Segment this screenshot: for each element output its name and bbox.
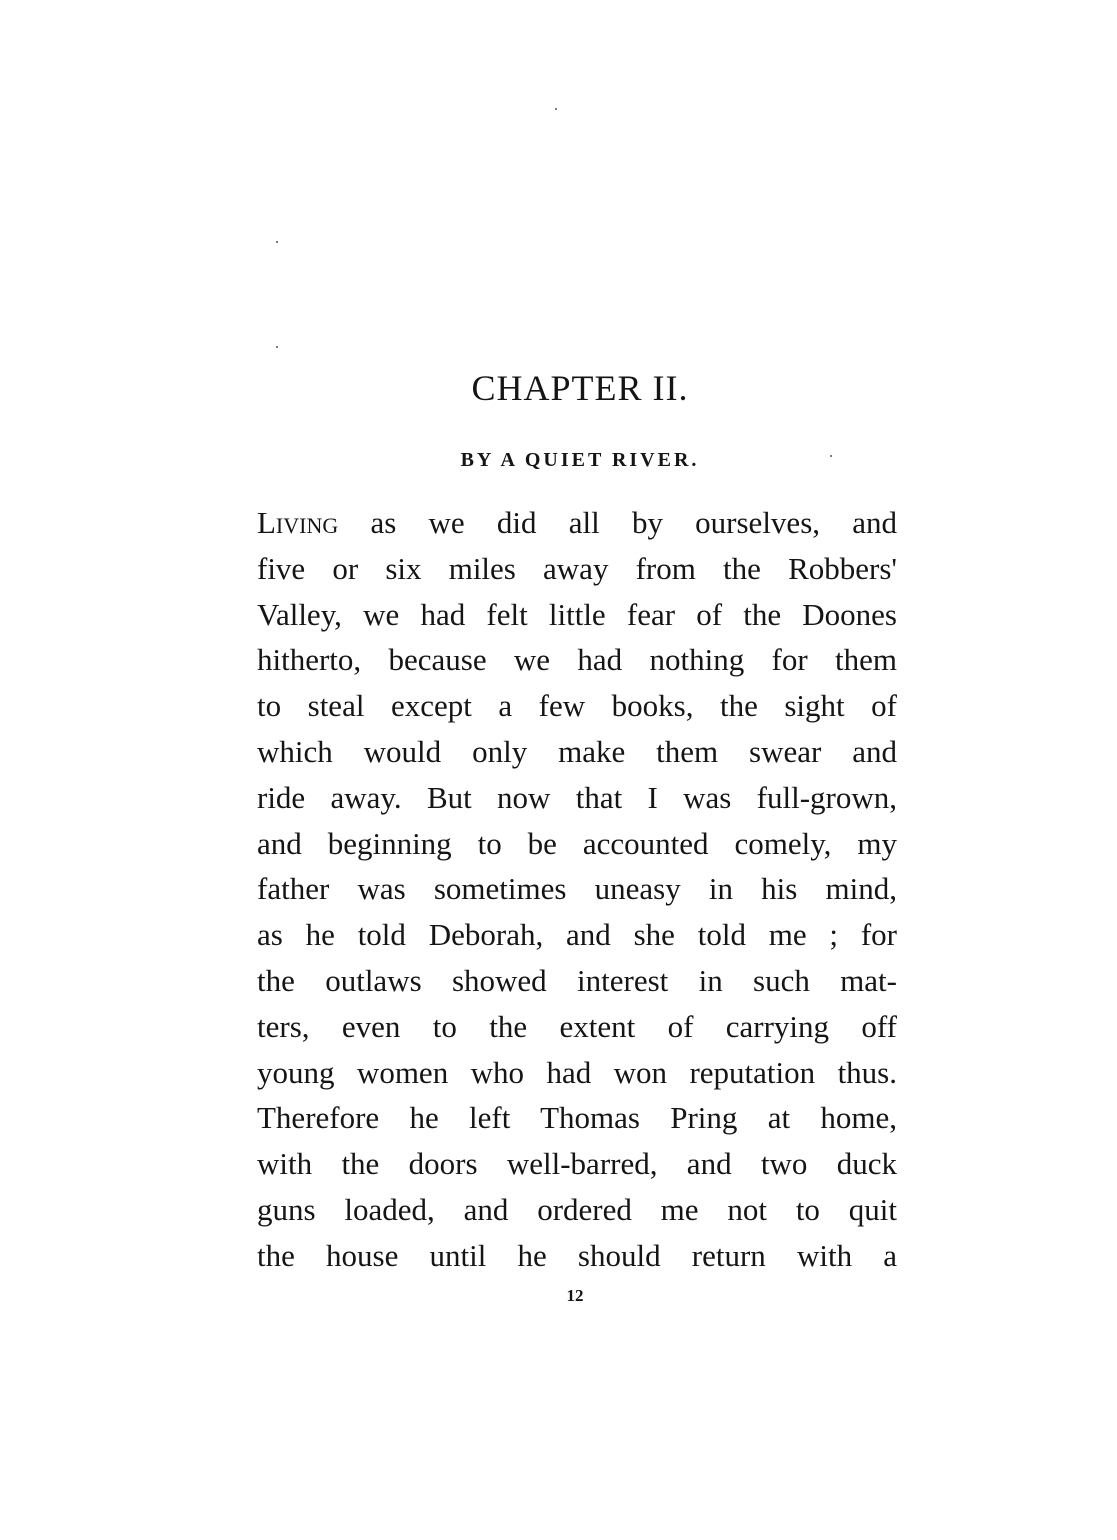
text-line: the house until he should return with a <box>257 1237 897 1273</box>
text-line: ride away. But now that I was full-grown, <box>257 779 897 815</box>
text-line: Valley, we had felt little fear of the Doones <box>257 596 897 632</box>
text-line: Therefore he left Thomas Pring at home, <box>257 1100 897 1136</box>
text-line: guns loaded, and ordered me not to quit <box>257 1191 897 1227</box>
text-line: as he told Deborah, and she told me ; for <box>257 917 897 953</box>
scan-speck <box>276 241 278 243</box>
text-line: young women who had won reputation thus. <box>257 1054 897 1090</box>
text-line: the outlaws showed interest in such mat- <box>257 962 897 998</box>
text-line: hitherto, because we had nothing for them <box>257 642 897 678</box>
text-line: five or six miles away from the Robbers' <box>257 550 897 586</box>
text-line: to steal except a few books, the sight of <box>257 688 897 724</box>
text-line-rest: as we did all by ourselves, and <box>338 505 897 540</box>
text-line: which would only make them swear and <box>257 733 897 769</box>
text-line <box>257 500 897 546</box>
scan-speck <box>555 108 557 110</box>
chapter-subtitle: BY A QUIET RIVER. <box>460 449 700 471</box>
first-word: Living <box>257 505 339 540</box>
text-line: ters, even to the extent of carrying off <box>257 1008 897 1044</box>
text-line: with the doors well-barred, and two duck <box>257 1146 897 1182</box>
text-line: and beginning to be accounted comely, my <box>257 825 897 861</box>
text-line: father was sometimes uneasy in his mind, <box>257 871 897 907</box>
chapter-title: CHAPTER II. <box>471 368 689 408</box>
page-number: 12 <box>566 1286 584 1305</box>
body-text <box>257 500 897 1279</box>
scan-speck <box>276 346 278 348</box>
